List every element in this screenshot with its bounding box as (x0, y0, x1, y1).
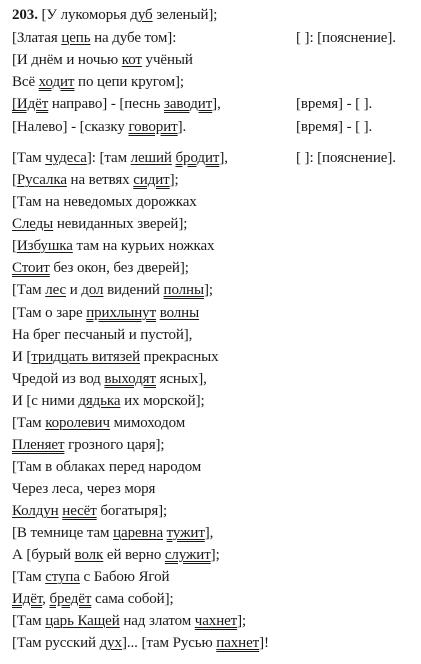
first-line (12, 6, 217, 25)
text-segment: зеленый]; (152, 7, 218, 23)
text-segment: без окон, без дверей]; (49, 260, 189, 276)
poem-line (12, 414, 185, 433)
poem-line (12, 95, 221, 114)
scheme-note: [ ]: [пояснение]. (296, 30, 396, 46)
text-segment: [Там (12, 415, 46, 431)
poem-line (12, 480, 155, 499)
subject-word: дол (81, 282, 104, 298)
predicate-word: ходит (38, 74, 75, 90)
text-segment: ]. (177, 119, 187, 135)
text-segment: с Бабою Ягой (79, 569, 170, 585)
text-segment: на ветвях (66, 172, 134, 188)
text-segment: учёный (141, 52, 193, 68)
text-segment: [Там (12, 569, 46, 585)
poem-line (12, 171, 179, 190)
text-segment: ей верно (103, 547, 165, 563)
poem-line (12, 502, 167, 521)
subject-word: тридцать витязей (31, 349, 140, 365)
text-segment: ], (212, 96, 221, 112)
text-segment: [Там (12, 282, 46, 298)
text-segment: грозного царя]; (64, 437, 165, 453)
text-segment: на дубе том]: (90, 30, 177, 46)
poem-line (12, 612, 246, 631)
poem-line (12, 546, 220, 565)
text-segment: [И днём и ночью (12, 52, 122, 68)
text-segment: [ (12, 238, 17, 254)
scheme-note: [время] - [ ]. (296, 96, 373, 112)
text-segment: И [с ними (12, 393, 79, 409)
text-segment: ]; (169, 172, 179, 188)
subject-word: царевна (113, 525, 164, 541)
text-segment: богатыря]; (96, 503, 168, 519)
text-segment: ясных], (155, 371, 207, 387)
text-segment: Через леса, через моря (12, 481, 156, 497)
text-segment: и (66, 282, 82, 298)
subject-word: ступа (45, 569, 80, 585)
subject-word: дядька (78, 393, 121, 409)
exercise-number: 203. (12, 7, 38, 23)
text-segment: сама собой]; (91, 591, 174, 607)
subject-word: волк (74, 547, 104, 563)
text-segment: ], (219, 150, 228, 166)
subject-word: цепь (61, 30, 91, 46)
poem-line (12, 590, 174, 609)
poem-line (12, 29, 176, 48)
text-segment: [В темнице там (12, 525, 114, 541)
text-segment: видений (103, 282, 164, 298)
text-segment: там на курьих ножках (72, 238, 215, 254)
poem-line (12, 237, 214, 256)
poem-line (12, 304, 199, 323)
subject-word: Избушка (16, 238, 73, 254)
predicate-word: Пленяет (12, 437, 65, 453)
subject-word: Колдун (12, 503, 59, 519)
subject-word: дуб (130, 7, 153, 23)
text-segment: [ (12, 172, 17, 188)
predicate-word: полны (163, 282, 204, 298)
scheme-note: [ ]: [пояснение]. (296, 150, 396, 166)
scheme-note: [время] - [ ]. (296, 119, 373, 135)
text-segment: ]! (259, 635, 269, 651)
text-segment: ]; (210, 547, 220, 563)
text-segment: [Там в облаках перед народом (12, 459, 202, 475)
predicate-word: Стоит (12, 260, 50, 276)
poem-line (12, 568, 169, 587)
text-segment: мимоходом (109, 415, 186, 431)
text-segment: А [бурый (12, 547, 75, 563)
subject-word: царь Кащей (45, 613, 120, 629)
predicate-word: выходят (104, 371, 156, 387)
subject-word: Русалка (16, 172, 67, 188)
poem-line (12, 370, 207, 389)
text-segment: [Там (12, 613, 46, 629)
poem-line (12, 634, 269, 653)
poem-line (12, 281, 213, 300)
text-segment: , (42, 591, 50, 607)
text-segment: Всё (12, 74, 39, 90)
text-segment: ]: [там (86, 150, 131, 166)
poem-line (12, 436, 164, 455)
predicate-word: заводит (164, 96, 213, 112)
text-segment: по цепи кругом]; (74, 74, 184, 90)
text-segment: прекрасных (140, 349, 219, 365)
text-segment: На брег песчаный и пустой], (12, 327, 193, 343)
predicate-word: Идёт (12, 591, 43, 607)
predicate-word: бродит (175, 150, 220, 166)
poem-line (12, 51, 193, 70)
predicate-word: [Идёт (12, 96, 49, 112)
text-segment: [Златая (12, 30, 62, 46)
subject-word: дух (99, 635, 122, 651)
poem-line (12, 348, 219, 367)
text-segment: ], (204, 525, 214, 541)
poem-line (12, 215, 187, 234)
text-segment: невиданных зверей]; (53, 216, 188, 232)
subject-word: Следы (12, 216, 54, 232)
poem-line (12, 392, 205, 411)
poem-line (12, 524, 213, 543)
text-segment: направо] - [песнь (48, 96, 165, 112)
text-segment: Чредой из вод (12, 371, 105, 387)
text-segment: [Там русский (12, 635, 100, 651)
predicate-word: бредёт (49, 591, 92, 607)
predicate-word: говорит (128, 119, 178, 135)
poem-line (12, 193, 197, 212)
subject-word: леший (130, 150, 172, 166)
text-segment: ]... [там Русью (121, 635, 217, 651)
text-segment: [Там на неведомых дорожках (12, 194, 197, 210)
predicate-word: несёт (62, 503, 97, 519)
text-segment: над златом (119, 613, 195, 629)
text-segment: [У лукоморья (41, 7, 131, 23)
predicate-word: сидит (133, 172, 170, 188)
predicate-word: пахнет (216, 635, 260, 651)
text-segment: И [ (12, 349, 32, 365)
text-segment: [Там о заре (12, 305, 87, 321)
poem-line (12, 149, 228, 168)
poem-line (12, 326, 192, 345)
text-segment: их морской]; (120, 393, 205, 409)
poem-line (12, 73, 184, 92)
predicate-word: прихлынут (86, 305, 157, 321)
subject-word: чудеса (45, 150, 87, 166)
text-segment: [Там (12, 150, 46, 166)
subject-word: кот (121, 52, 142, 68)
poem-line (12, 458, 201, 477)
subject-word: лес (45, 282, 67, 298)
predicate-word: тужит (166, 525, 205, 541)
text-segment: ]; (203, 282, 213, 298)
predicate-word: чахнет (194, 613, 238, 629)
text-segment: ]; (237, 613, 247, 629)
subject-word: волны (159, 305, 200, 321)
subject-word: королевич (45, 415, 110, 431)
poem-line (12, 118, 186, 137)
poem-line (12, 259, 189, 278)
predicate-word: служит (164, 547, 211, 563)
text-segment: [Налево] - [сказку (12, 119, 129, 135)
